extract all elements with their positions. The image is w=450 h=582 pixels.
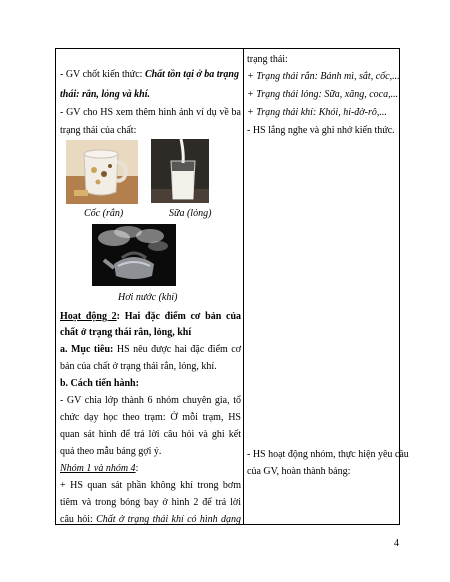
- student-listen-note: - HS lắng nghe và ghi nhớ kiến thức.: [247, 125, 395, 136]
- show-images-line-1: - GV cho HS xem thêm hình ảnh ví dụ về ba: [60, 107, 241, 118]
- observation-line-1: + HS quan sát phần không khí trong bơm: [60, 480, 241, 491]
- observation-question: Chất ở trạng thái khí có hình dạng: [96, 514, 241, 525]
- student-gas-examples: + Trạng thái khí: Khói, hi-đờ-rô,...: [247, 107, 387, 118]
- caption-solid: Cốc (rắn): [84, 208, 124, 219]
- goal-line-2: bản của chất ở trạng thái rắn, lỏng, khí.: [60, 361, 217, 372]
- steam-kettle-photo: [92, 224, 176, 286]
- observation-line-3: [60, 513, 241, 526]
- process-label: b. Cách tiến hành:: [60, 378, 139, 389]
- student-liquid-examples: + Trạng thái lỏng: Sữa, xăng, coca,...: [247, 89, 399, 100]
- activity-2-label: Hoạt động 2: [60, 311, 117, 322]
- caption-gas: Hơi nước (khí): [118, 292, 178, 303]
- conclusion-intro: - GV chốt kiến thức:: [60, 69, 145, 80]
- process-line-4: quả theo mẫu bảng gợi ý.: [60, 446, 162, 457]
- page-number: 4: [394, 538, 399, 549]
- observation-line-2: tiêm và trong bóng bay ở hình 2 để trả lời: [60, 497, 241, 508]
- column-divider: [243, 49, 244, 524]
- process-line-1: - GV chia lớp thành 6 nhóm chuyên gia, tổ: [60, 395, 241, 406]
- process-line-2: chức dạy học theo trạm: Ở mỗi trạm, HS: [60, 412, 241, 423]
- show-images-line-2: trạng thái của chất:: [60, 125, 137, 136]
- goal-text: HS nêu được hai đặc điểm cơ: [113, 344, 241, 355]
- conclusion-line-1: [60, 68, 239, 81]
- group-heading: Nhóm 1 và nhóm 4:: [60, 463, 139, 474]
- goal-label: a. Mục tiêu:: [60, 344, 114, 355]
- activity-2-heading-line-1: [60, 310, 241, 323]
- milk-photo: [151, 139, 209, 203]
- student-group-work-line-2: của GV, hoàn thành bảng:: [247, 466, 351, 477]
- cup-photo: [66, 140, 138, 204]
- conclusion-bold: Chất tồn tại ở ba trạng: [144, 69, 239, 80]
- caption-liquid: Sữa (lỏng): [169, 208, 212, 219]
- student-solid-examples: + Trạng thái rắn: Bánh mì, sắt, cốc,...: [247, 71, 400, 82]
- conclusion-line-2: thái: rắn, lỏng và khí.: [60, 89, 151, 100]
- student-states-intro: trạng thái:: [247, 54, 288, 65]
- activity-2-title: : Hai đặc điểm cơ bản của: [116, 311, 242, 322]
- process-line-3: quan sát hình để trả lời câu hỏi và ghi kết: [60, 429, 241, 440]
- activity-2-heading-line-2: chất ở trạng thái rắn, lỏng, khí: [60, 327, 192, 338]
- student-group-work-line-1: - HS hoạt động nhóm, thực hiện yêu cầu: [247, 449, 409, 460]
- group-label: Nhóm 1 và nhóm 4: [60, 463, 136, 474]
- goal-line-1: [60, 343, 241, 356]
- observation-question-intro: câu hỏi:: [60, 514, 97, 525]
